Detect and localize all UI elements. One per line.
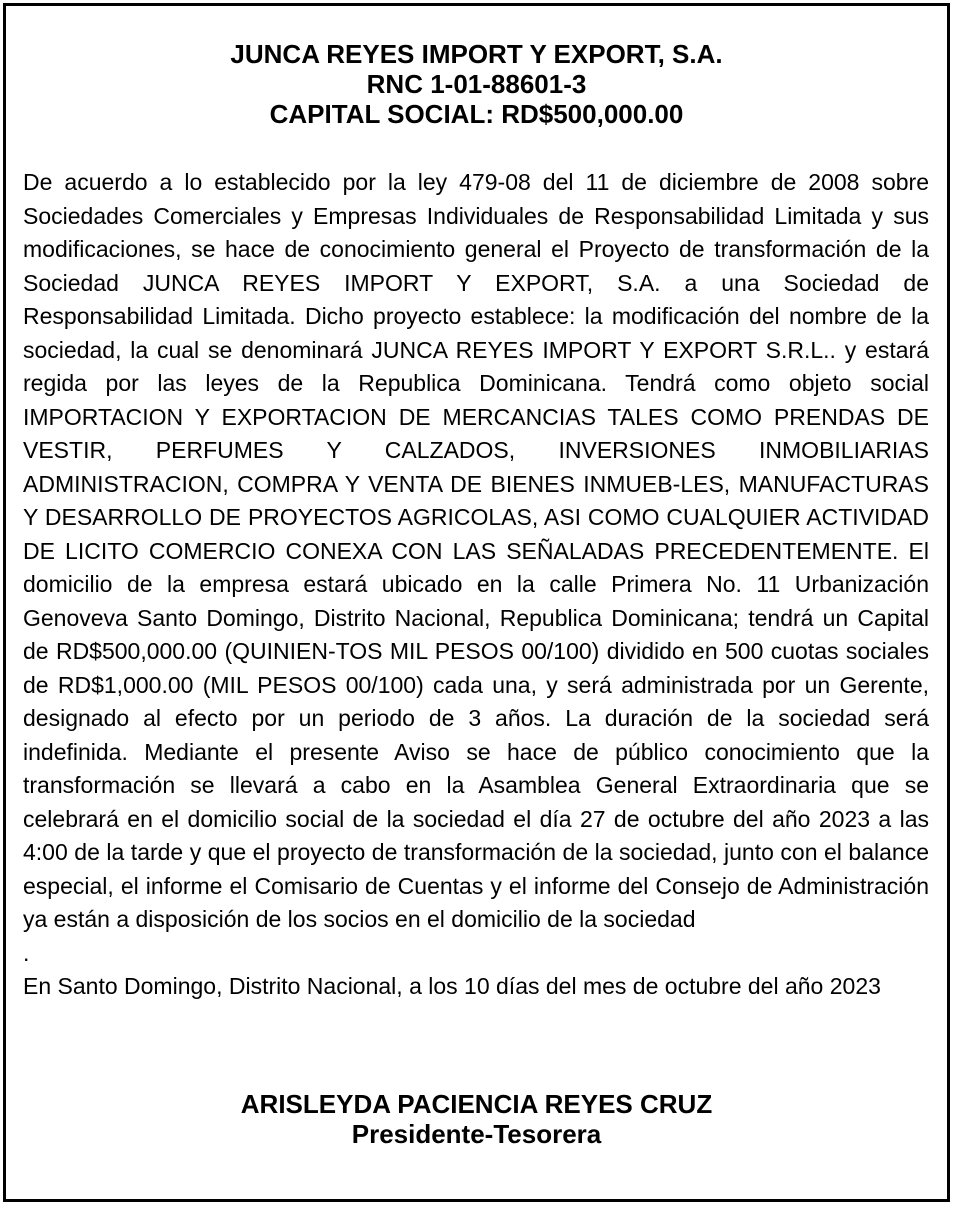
notice-place-date: En Santo Domingo, Distrito Nacional, a los 10 días del mes de octubre del año 2023 xyxy=(23,973,881,999)
signatory-name: ARISLEYDA PACIENCIA REYES CRUZ xyxy=(240,1089,713,1119)
company-name: JUNCA REYES IMPORT Y EXPORT, S.A. xyxy=(230,39,723,69)
notice-header xyxy=(6,39,947,129)
company-capital: CAPITAL SOCIAL: RD$500,000.00 xyxy=(269,99,684,129)
company-rnc: RNC 1-01-88601-3 xyxy=(366,69,587,99)
notice-frame xyxy=(3,3,950,1202)
signatory-title: Presidente-Tesorera xyxy=(351,1119,602,1149)
notice-body xyxy=(23,166,929,1004)
notice-main-paragraph: De acuerdo a lo establecido por la ley 479-08 del 11 de diciembre de 2008 sobre Sociedades Comerciales y Empresas Individuales de Responsabilidad Limitada y sus modificaciones, se hace de conocimiento general el Proyecto de transformación de la Sociedad JUNCA REYES IMPORT Y EXPORT, S.A. a una Sociedad de Responsabilidad Limitada. Dicho proyecto establece: la modificación del nombre de la sociedad, la cual se denominará JUNCA REYES IMPORT Y EXPORT S.R.L.. y estará regida por las leyes de la Republica Dominicana. Tendrá como objeto social IMPORTACION Y EXPORTACION DE MERCANCIAS TALES COMO PRENDAS DE VESTIR, PERFUMES Y CALZADOS, INVERSIONES INMOBILIARIAS ADMINISTRACION, COMPRA Y VENTA DE BIENES INMUEB-LES, MANUFACTURAS Y DESARROLLO DE PROYECTOS AGRICOLAS, ASI COMO CUALQUIER ACTIVIDAD DE LICITO COMERCIO CONEXA CON LAS SEÑALADAS PRECEDENTEMENTE. El domicilio de la empresa estará ubicado en la calle Primera No. 11 Urbanización Genoveva Santo Domingo, Distrito Nacional, Republica Dominicana; tendrá un Capital de RD$500,000.00 (QUINIEN-TOS MIL PESOS 00/100) dividido en 500 cuotas sociales de RD$1,000.00 (MIL PESOS 00/100) cada una, y será administrada por un Gerente, designado al efecto por un periodo de 3 años. La duración de la sociedad será indefinida. Mediante el presente Aviso se hace de público conocimiento que la transformación se llevará a cabo en la Asamblea General Extraordinaria que se celebrará en el domicilio social de la sociedad el día 27 de octubre del año 2023 a las 4:00 de la tarde y que el proyecto de transformación de la sociedad, junto con el balance especial, el informe el Comisario de Cuentas y el informe del Consejo de Administración ya están a disposición de los socios en el domicilio de la sociedad xyxy=(23,169,929,932)
signature-block xyxy=(6,1089,947,1149)
notice-trailing-dot: . xyxy=(23,939,30,966)
